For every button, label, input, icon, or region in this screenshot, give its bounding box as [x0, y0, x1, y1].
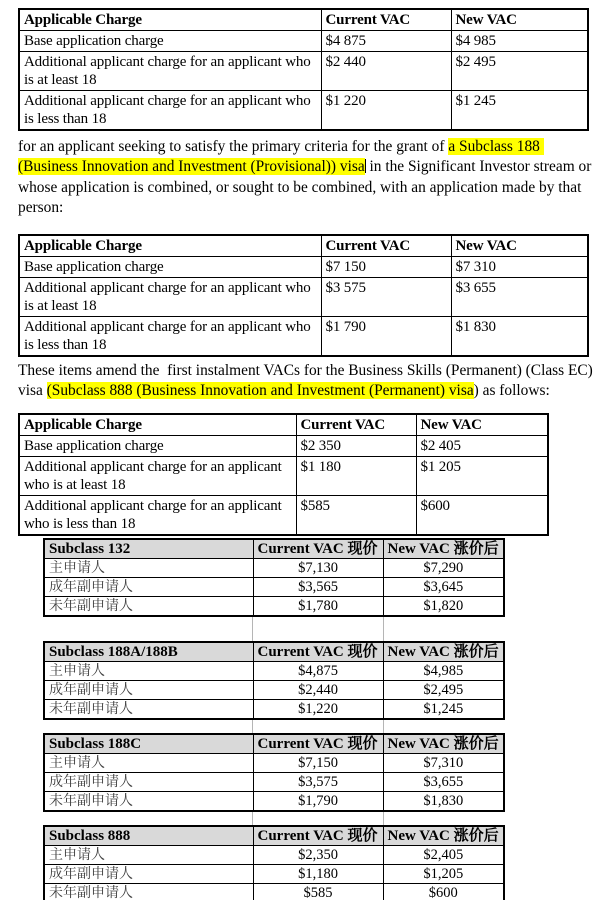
table-row [19, 91, 588, 131]
vac-value: $4,875 [253, 662, 383, 681]
table-row [44, 792, 504, 812]
summary-table-subclass-132 [43, 538, 505, 617]
column-header: Applicable Charge [19, 9, 321, 31]
table-row [44, 754, 504, 773]
table-row [19, 31, 588, 52]
table-header-row [19, 9, 588, 31]
charge-table-888-permanent [18, 413, 549, 536]
column-header: Applicable Charge [19, 235, 321, 257]
paragraph-text: for an applicant seeking to satisfy the primary criteria for the grant of [18, 138, 449, 155]
row-label: Additional applicant charge for an applicant who is at least 18 [19, 457, 296, 496]
table-header-row [19, 235, 588, 257]
row-label: 未年副申请人 [44, 700, 253, 720]
charge-table-188-provisional [18, 8, 589, 131]
vac-value: $7 310 [451, 256, 588, 277]
vac-value: $1 245 [451, 91, 588, 131]
row-label: 成年副申请人 [44, 865, 253, 884]
vac-value: $1 220 [321, 91, 451, 131]
table-row [44, 681, 504, 700]
summary-table-subclass-188c [43, 733, 505, 812]
table-header-row [44, 642, 504, 662]
row-label: 主申请人 [44, 559, 253, 578]
paragraph-text: in the Significant Investor stream or whose application is combined, or sought to be combined, with an application made by that person: [18, 158, 596, 217]
vac-value: $1 180 [296, 457, 416, 496]
column-header: Current VAC 现价 [253, 642, 383, 662]
vac-value: $1,780 [253, 597, 383, 617]
column-header: New VAC 涨价后 [383, 539, 504, 559]
highlighted-text: (Subclass 888 (Business Innovation and Investment (Permanent) visa [46, 382, 474, 400]
column-header: New VAC [451, 9, 588, 31]
vac-value: $2 495 [451, 52, 588, 91]
vac-value: $3,575 [253, 773, 383, 792]
vac-value: $1,220 [253, 700, 383, 720]
vac-value: $4 875 [321, 31, 451, 52]
vac-value: $2,440 [253, 681, 383, 700]
vac-value: $600 [383, 884, 504, 900]
vac-value: $1,790 [253, 792, 383, 812]
table-header-row [19, 414, 548, 436]
column-header: Current VAC [296, 414, 416, 436]
subclass-title: Subclass 132 [44, 539, 253, 559]
vac-value: $7,310 [383, 754, 504, 773]
table-row [44, 773, 504, 792]
subclass-title: Subclass 188C [44, 734, 253, 754]
row-label: Additional applicant charge for an applicant who is less than 18 [19, 316, 321, 356]
vac-value: $3,645 [383, 578, 504, 597]
table-header-row [44, 826, 504, 846]
column-header: New VAC [451, 235, 588, 257]
table-row [44, 662, 504, 681]
vac-value: $600 [416, 496, 548, 536]
table-row [44, 700, 504, 720]
row-label: Additional applicant charge for an applicant who is at least 18 [19, 277, 321, 316]
summary-table-subclass-888 [43, 825, 505, 900]
subclass-title: Subclass 188A/188B [44, 642, 253, 662]
vac-value: $2,350 [253, 846, 383, 865]
table-row [19, 256, 588, 277]
column-header: New VAC 涨价后 [383, 826, 504, 846]
table-row [44, 884, 504, 900]
row-label: 主申请人 [44, 662, 253, 681]
vac-value: $2,495 [383, 681, 504, 700]
vac-value: $7,150 [253, 754, 383, 773]
vac-value: $585 [296, 496, 416, 536]
row-label: 未年副申请人 [44, 597, 253, 617]
column-header: Current VAC 现价 [253, 539, 383, 559]
charge-table-188-significant-investor [18, 234, 589, 357]
row-label: Additional applicant charge for an applicant who is at least 18 [19, 52, 321, 91]
row-label: Additional applicant charge for an applicant who is less than 18 [19, 496, 296, 536]
chinese-summary-section [43, 538, 600, 900]
highlighted-text: a Subclass 188 (Business Innovation and Investment (Provisional)) visa [18, 138, 544, 176]
vac-value: $1,820 [383, 597, 504, 617]
table-row [19, 436, 548, 457]
column-header: Current VAC [321, 235, 451, 257]
table-row [44, 559, 504, 578]
subclass-title: Subclass 888 [44, 826, 253, 846]
vac-value: $2 405 [416, 436, 548, 457]
row-label: 未年副申请人 [44, 884, 253, 900]
table-row [19, 316, 588, 356]
table-row [19, 496, 548, 536]
row-label: 成年副申请人 [44, 773, 253, 792]
table-row [19, 457, 548, 496]
column-header: Current VAC 现价 [253, 826, 383, 846]
column-header: New VAC 涨价后 [383, 642, 504, 662]
table-gap [43, 812, 600, 825]
vac-value: $2 440 [321, 52, 451, 91]
table-header-row [44, 734, 504, 754]
vac-value: $7 150 [321, 256, 451, 277]
table-row [44, 865, 504, 884]
row-label: 主申请人 [44, 754, 253, 773]
table-row [19, 277, 588, 316]
column-header: Current VAC 现价 [253, 734, 383, 754]
vac-value: $4 985 [451, 31, 588, 52]
vac-value: $3,655 [383, 773, 504, 792]
column-header: New VAC [416, 414, 548, 436]
vac-value: $1,205 [383, 865, 504, 884]
table-gap [43, 720, 600, 733]
vac-value: $3 575 [321, 277, 451, 316]
vac-value: $7,130 [253, 559, 383, 578]
vac-value: $2 350 [296, 436, 416, 457]
vac-value: $7,290 [383, 559, 504, 578]
vac-value: $1,245 [383, 700, 504, 720]
vac-value: $3,565 [253, 578, 383, 597]
table-row [44, 846, 504, 865]
table-header-row [44, 539, 504, 559]
row-label: 成年副申请人 [44, 578, 253, 597]
vac-value: $1 830 [451, 316, 588, 356]
row-label: Base application charge [19, 436, 296, 457]
intro-paragraph-888 [18, 361, 596, 402]
vac-value: $1,830 [383, 792, 504, 812]
vac-value: $1 205 [416, 457, 548, 496]
table-gap [43, 617, 600, 641]
column-header: Applicable Charge [19, 414, 296, 436]
vac-value: $1,180 [253, 865, 383, 884]
column-header: Current VAC [321, 9, 451, 31]
row-label: Additional applicant charge for an applicant who is less than 18 [19, 91, 321, 131]
intro-paragraph-188 [18, 137, 596, 219]
paragraph-text: These items amend the first instalment VACs for the Business Skills (Permanent) (Class EC) visa [18, 361, 597, 400]
table-row [44, 578, 504, 597]
vac-value: $4,985 [383, 662, 504, 681]
row-label: 未年副申请人 [44, 792, 253, 812]
row-label: 成年副申请人 [44, 681, 253, 700]
column-header: New VAC 涨价后 [383, 734, 504, 754]
table-row [44, 597, 504, 617]
summary-table-subclass-188a-188b [43, 641, 505, 720]
vac-value: $3 655 [451, 277, 588, 316]
row-label: 主申请人 [44, 846, 253, 865]
table-row [19, 52, 588, 91]
vac-value: $2,405 [383, 846, 504, 865]
vac-value: $585 [253, 884, 383, 900]
row-label: Base application charge [19, 31, 321, 52]
row-label: Base application charge [19, 256, 321, 277]
vac-value: $1 790 [321, 316, 451, 356]
paragraph-text: ) as follows: [473, 382, 550, 400]
